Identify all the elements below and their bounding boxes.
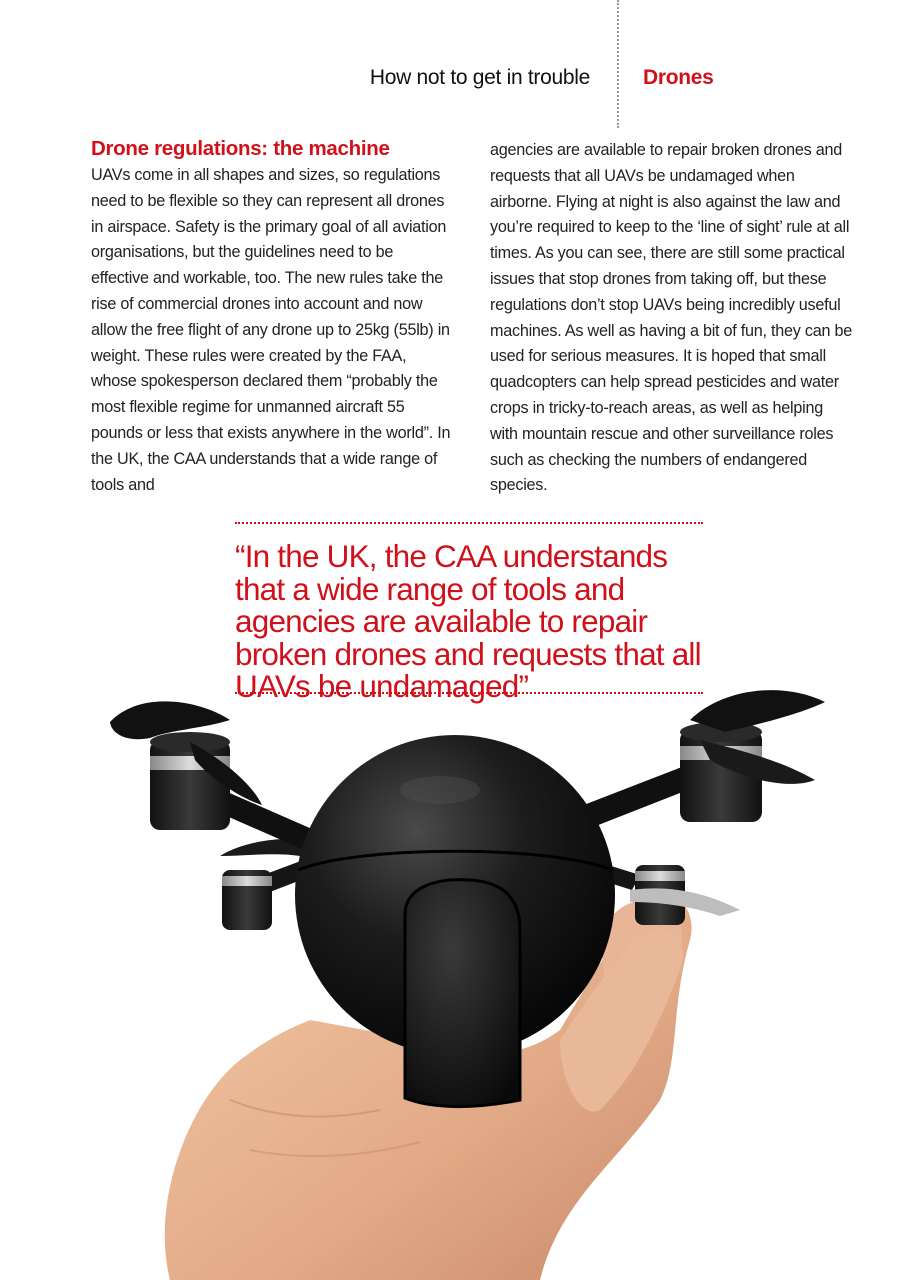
magazine-section-label: Drones [643,66,714,89]
article-heading: Drone regulations: the machine [91,137,390,160]
article-column-right [490,136,852,499]
pull-quote: “In the UK, the CAA understands that a wide range of tools and agencies are available to repair broken drones and requests that all UAVs be undamaged” [235,538,701,704]
section-title: How not to get in trouble [369,66,590,89]
quote-rule-top [235,522,703,524]
drone-photo [0,680,903,1280]
header-divider [617,0,619,128]
motor-front-right [680,690,825,822]
article-body-right: agencies are available to repair broken drones and requests that all UAVs be undamaged when airborne. Flying at night is also against the law and you’re required to keep to the ‘line of sight’ rule at all times. As you can see, there are still some practical issues that stop drones from taking off, but these regulations don’t stop UAVs being incredibly useful machines. As well as having a bit of fun, they can be used for serious measures. It is hoped that small quadcopters can help spread pesticides and water crops in tricky-to-reach areas, as well as helping with mountain rescue and other surveillance roles such as checking the numbers of endangered species. [490,141,852,495]
article-body-left: UAVs come in all shapes and sizes, so regulations need to be flexible so they can represent all drones in airspace. Safety is the primary goal of all aviation organisations, but the guidelines need to be effective and workable, too. The new rules take the rise of commercial drones into account and now allow the free flight of any drone up to 25kg (55lb) in weight. These rules were created by the FAA, whose spokesperson declared them “probably the most flexible regime for unmanned aircraft 55 pounds or less that exists anywhere in the world”. In the UK, the CAA understands that a wide range of tools and [91,166,451,494]
article-column-left [91,136,453,498]
